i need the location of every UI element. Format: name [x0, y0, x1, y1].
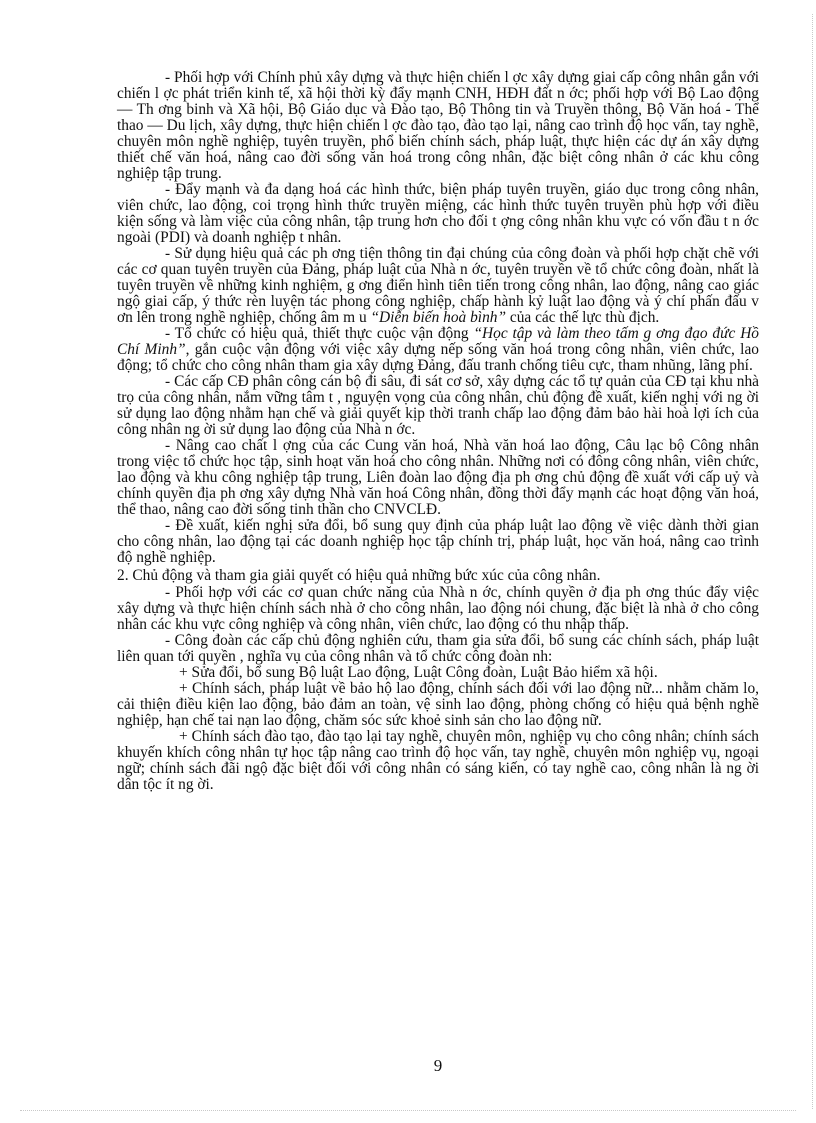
list-item: + Sửa đổi, bổ sung Bộ luật Lao động, Luật Công đoàn, Luật Bảo hiểm xã hội. [179, 663, 658, 681]
body-text [117, 70, 759, 793]
paragraph: - Nâng cao chất l ợng của các Cung văn hoá, Nhà văn hoá lao động, Câu lạc bộ Công nhân trong việc tổ chức học tập, sinh hoạt văn hoá cho công nhân. Những nơi có đông công nhân, viên chức, lao động và khu công nghiệp tập trung, Liên đoàn lao động địa ph ơng chủ động đề xuất với cấp uỷ và chính quyền địa ph ơng xây dựng Nhà văn hoá Công nhân, đồng thời đẩy mạnh các hoạt động văn hoá, thể thao, nâng cao đời sống tinh thần cho CNVCLĐ. [117, 437, 759, 519]
paragraph [117, 326, 759, 374]
paragraph-text: - Tổ chức có hiệu quả, thiết thực cuộc vận động [165, 325, 469, 343]
italic-quote: “Học tập và làm theo tấm g ơng đạo đức Hồ Chí Minh” [117, 325, 759, 359]
page-number: 9 [433, 1056, 443, 1075]
paragraph [117, 246, 759, 326]
italic-quote: “Diễn biến hoà bình” [370, 309, 507, 327]
paragraph: - Phối hợp với các cơ quan chức năng của Nhà n ớc, chính quyền ở địa ph ơng thúc đẩy việc xây dựng và thực hiện chính sách nhà ở cho công nhân, lao động nói chung, đặc biệt là nhà ở cho công nhân các khu vực công nghiệp và công nhân, viên chức, lao động có thu nhập thấp. [117, 583, 759, 633]
paragraph: - Công đoàn các cấp chủ động nghiên cứu, tham gia sửa đổi, bổ sung các chính sách, pháp luật liên quan tới quyền , nghĩa vụ của công nhân và tổ chức công đoàn nh: [117, 631, 759, 665]
list-item: + Chính sách, pháp luật về bảo hộ lao động, chính sách đối với lao động nữ... nhằm chăm lo, cải thiện điều kiện lao động, bảo đảm an toàn, vệ sinh lao động, phòng chống có hiệu quả bệnh nghề nghiệp, hạn chế tai nạn lao động, chăm sóc sức khoẻ sinh sản cho lao động nữ. [117, 679, 759, 729]
paragraph-text: của các thế lực thù địch. [509, 309, 660, 327]
paragraph: - Đẩy mạnh và đa dạng hoá các hình thức, biện pháp tuyên truyền, giáo dục trong công nhân, viên chức, lao động, coi trọng hình thức truyền miệng, các hình thức tuyên truyền phù hợp với điều kiện sống và làm việc của công nhân, tập trung hơn cho đối t ợng công nhân khu vực có vốn đầu t n ớc ngoài (PDI) và doanh nghiệp t nhân. [117, 181, 759, 247]
paragraph: - Các cấp CĐ phân công cán bộ đi sâu, đi sát cơ sở, xây dựng các tổ tự quản của CĐ tại khu nhà trọ của công nhân, nắm vững tâm t , nguyện vọng của công nhân, chủ động đề xuất, kiến nghị với ng ời sử dụng lao động nhằm hạn chế và giải quyết kịp thời tranh chấp lao động đảm bảo hài hoà lợi ích của công nhân ng ời sử dụng lao động của Nhà n ớc. [117, 373, 759, 439]
paragraph-text: , gắn cuộc vận động với việc xây dựng nếp sống văn hoá trong công nhân, viên chức, lao động; tổ chức cho công nhân tham gia xây dựng Đảng, đấu tranh chống tiêu cực, tham nhũng, lãng phí. [117, 341, 759, 375]
paragraph: - Đề xuất, kiến nghị sửa đổi, bổ sung quy định của pháp luật lao động về việc dành thời gian cho công nhân, lao động tại các doanh nghiệp học tập chính trị, pháp luật, học văn hoá, nâng cao trình độ nghề nghiệp. [117, 517, 759, 567]
page-bottom-divider [20, 1110, 796, 1111]
paragraph-text: - Sử dụng hiệu quả các ph ơng tiện thông tin đại chúng của công đoàn và phối hợp chặt chẽ với các cơ quan tuyên truyền của Đảng, pháp luật của Nhà n ớc, tuyên truyền về tổ chức công đoàn, nhất là tuyên truyền về những kinh nghiệm, g ơng điển hình tiên tiến trong công nhân, lao động, nâng cao giác ngộ giai cấp, ý thức rèn luyện tác phong công nghiệp, chấp hành kỷ luật lao động và ý chí phấn đấu v ơn lên trong nghề nghiệp, chống âm m u [117, 245, 759, 327]
list-item: + Chính sách đào tạo, đào tạo lại tay nghề, chuyên môn, nghiệp vụ cho công nhân; chính sách khuyến khích công nhân tự học tập nâng cao trình độ học vấn, tay nghề, chuyên môn nghiệp vụ, ngoại ngữ; chính sách đãi ngộ đặc biệt đối với công nhân có sáng kiến, có tay nghề cao, công nhân là ng ời dân tộc ít ng ời. [117, 727, 759, 793]
page-edge-divider [812, 14, 813, 1109]
section-heading: 2. Chủ động và tham gia giải quyết có hiệu quả những bức xúc của công nhân. [117, 567, 601, 585]
paragraph: - Phối hợp với Chính phủ xây dựng và thực hiện chiến l ợc xây dựng giai cấp công nhân gắn với chiến l ợc phát triển kinh tế, xã hội thời kỳ đẩy mạnh CNH, HĐH đất n ớc; phối hợp với Bộ Lao động — Th ơng binh và Xã hội, Bộ Giáo dục và Đào tạo, Bộ Thông tin và Truyền thông, Bộ Văn hoá - Thể thao — Du lịch, xây dựng, thực hiện chiến l ợc đào tạo, đào tạo lại, nâng cao trình độ học vấn, tay nghề, chuyên môn nghề nghiệp, tuyên truyền, phổ biến chính sách, pháp luật, thực hiện các dự án xây dựng thiết chế văn hoá, nâng cao đời sống văn hoá trong công nhân, đặc biệt công nhân ở các khu công nghiệp tập trung. [117, 69, 759, 183]
